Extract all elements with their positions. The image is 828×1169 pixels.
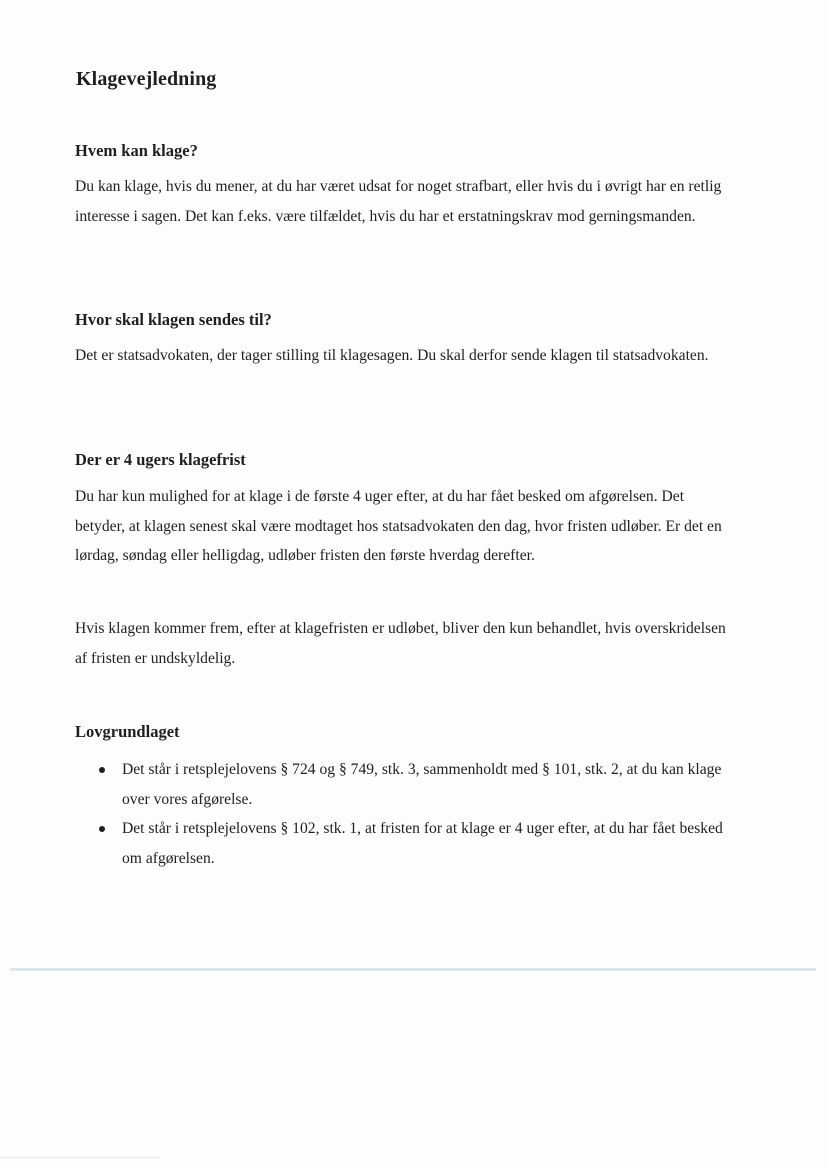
heading-where-to-send: Hvor skal klagen sendes til? xyxy=(75,310,272,329)
heading-legal-basis: Lovgrundlaget xyxy=(75,722,180,741)
bullet-icon xyxy=(99,767,105,773)
heading-deadline: Der er 4 ugers klagefrist xyxy=(75,450,246,469)
document-title: Klagevejledning xyxy=(76,68,217,90)
paragraph-deadline: Du har kun mulighed for at klage i de første 4 uger efter, at du har fået besked om afgørelsen. Det betyder, at klagen senest skal være modtaget hos statsadvokaten den dag, hvor fristen udløber. Er det en lørdag, søndag eller helligdag, udløber fristen den første hverdag derefter. xyxy=(75,488,722,564)
list-item-text: Det står i retsplejelovens § 102, stk. 1, at fristen for at klage er 4 uger efter, at du har fået besked om afgørelsen. xyxy=(122,820,723,867)
paragraph-where-to-send: Det er statsadvokaten, der tager stilling til klagesagen. Du skal derfor sende klagen til statsadvokaten. xyxy=(75,347,709,364)
paragraph-who-can-complain: Du kan klage, hvis du mener, at du har været udsat for noget strafbart, eller hvis du i øvrigt har en retlig interesse i sagen. Det kan f.eks. være tilfældet, hvis du har et erstatningskrav mod gerningsmanden. xyxy=(75,178,722,225)
list-item-text: Det står i retsplejelovens § 724 og § 749, stk. 3, sammenholdt med § 101, stk. 2, at du kan klage over vores afgørelse. xyxy=(122,761,722,808)
paragraph-late-complaint: Hvis klagen kommer frem, efter at klagefristen er udløbet, bliver den kun behandlet, hvis overskridelsen af fristen er undskyldelig. xyxy=(75,620,726,667)
list-item xyxy=(75,755,735,814)
scan-edge-mark xyxy=(0,1157,160,1158)
scan-divider-line xyxy=(10,968,816,971)
bullet-icon xyxy=(99,826,105,832)
list-item xyxy=(75,814,735,873)
heading-who-can-complain: Hvem kan klage? xyxy=(75,141,198,160)
legal-basis-list xyxy=(75,755,735,873)
